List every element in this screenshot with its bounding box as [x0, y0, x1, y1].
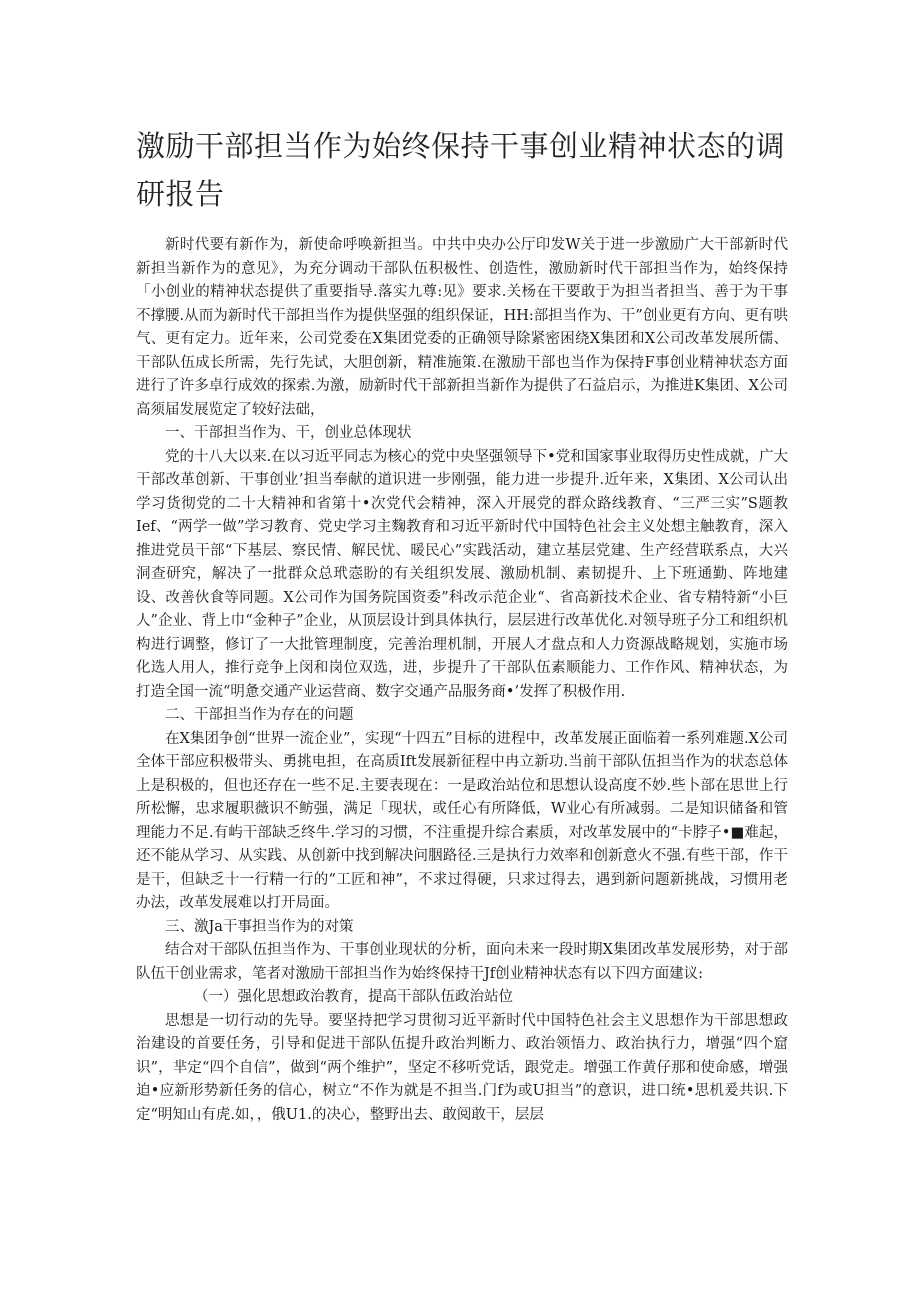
section-1-paragraph: 党的十八大以来.在以习近平同志为核心的党中央坚强领导下•党和国家事业取得历史性成就，广大干部改革创新、干事创业’担当奉献的道识进一步刚强，能力进一步提升.近年来，X集团、X公司认出学习货彻党的二十大精神和省第十•次党代会精神，深入开展党的群众路线教育、“三严三实”S题教Ief、“两学一做”学习教育、党史学习主麴教育和习近平新时代中国特色社会主义处想主触教育，深入推进党员干部“下基层、察民情、解民忧、暖民心”实践活动，建立基层党建、生产经营联系点，大兴洞查研究，解决了一批群众总玳悫盼的有关组织发展、激励机制、素韧提升、上下班通勤、阵地建设、改善伙食等同题。X公司作为国务院国资委”科改示范企业“、省高新技术企业、省专精特新“小巨人”企业、背上巾“金种子”企业，从顶层设计到具体执行，层层进行改革优化.对领导班子分工和组织机构进行调整，修订了一大批管理制度，完善治理机制，开展人才盘点和人力资源战略规划，实施市场化选人用人，推行竞争上闵和岗位双选，进，步提升了干部队伍素顺能力、工作作风、精神状态，为打造全国一流“明惫交通产业运营商、数字交通产品服务商•’发挥了积极作用.: [136, 448, 788, 700]
intro-paragraph: 新时代要有新作为，新使命呼唤新担当。中共中央办公厅印发W关于进一步激励广大干部新时代新担当新作为的意见》，为充分调动干部队伍积极性、创造性，激励新时代干部担当作为，始终保持「小创业的精神状态提供了重要指导.落实九尊:见》要求.关杨在干要敢于为担当者担当、善于为干事不撑腰.从而为新时代干部担当作为提供坚强的组织保证，HH:部担当作为、干”创业更有方向、更有哄气、更有定力。近年来，公司党委在X集团党委的正确领导除紧密困绕X集团和X公司改革发展所儒、干部队伍成长所需，先行先试，大胆创新，精准施策.在激励干部也当作为保持F事创业精神状态方面进行了许多卓行成效的探索.为激，励新时代干部新担当新作为提供了石益启示，为推进K集团、X公司高须届发展览定了较好法础，: [136, 237, 788, 418]
section-heading-1: 一、干部担当作为、干，创业总体现状: [165, 425, 412, 441]
section-heading-3: 三、激Ja干事担当作为的对策: [165, 918, 354, 935]
document-body: [136, 234, 788, 1127]
subsection-1-paragraph: 思想是一切行动的先导。要坚持把学习贯彻习近平新时代中国特色社会主义思想作为干部思想政治建设的首要任务，引导和促进干部队伍提升政治判断力、政治领悟力、政治执行力，增强“四个窟识”，芈定“四个自信”，做到“两个维护”，坚定不移听党话，跟党走。增强工作黄仔那和使命感，增强迫•应新形势新任务的信心，树立“不作为就是不担当.门f为或U担当”的意识，进口统•思机爰共识.下定“明知山有虎.如，，俄U1.的决心，整野出去、敢阅敢干，层层: [136, 1012, 788, 1123]
section-3-paragraph: 结合对干部队伍担当作为、干事创业现状的分析，面向未来一段时期X集团改革发展形势，对于部队伍干创业需求，笔者对激励干部担当作为始终保持干Jf创业精神状态有以下四方面建议:: [136, 942, 788, 982]
subsection-heading-1: （一）强化思想政治教育，提高干部队伍政治站位: [194, 989, 513, 1005]
section-heading-2: 二、干部担当作为存在的问题: [165, 707, 354, 723]
section-2-paragraph: 在X集团争创“世界一流企业”，实现“十四五”目标的进程中，改革发展正面临着一系列难题.X公司全体干部应积极带头、勇挑电担，在高质Ift发展新征程中冉立新功.当前干部队伍担当作为的状态总体上是积极的，但也还存在一些不足.主要表现在：一是政治站位和思想认设高度不妙.些卜部在思世上行所松懈，忠求履职薇识不鲂强，满足「现状，或任心有所降低，W业心有所减弱。二是知识储备和管理能力不足.有屿干部缺乏终牛.学习的习惯，不注重提升综合素质，对改革发展中的“卡脖子•■难起，还不能从学习、从实践、从创新中找到解决问胭路径.三是执行力效率和创新意火不强.有些干部，作干是干，但缺乏十一行精一行的“工匠和神”，不求过得硬，只求过得去，遇到新问题新挑战，习惯用老办法，改革发展难以打开局面。: [136, 730, 788, 911]
document-title: 激励干部担当作为始终保持干事创业精神状态的调研报告: [136, 129, 786, 211]
